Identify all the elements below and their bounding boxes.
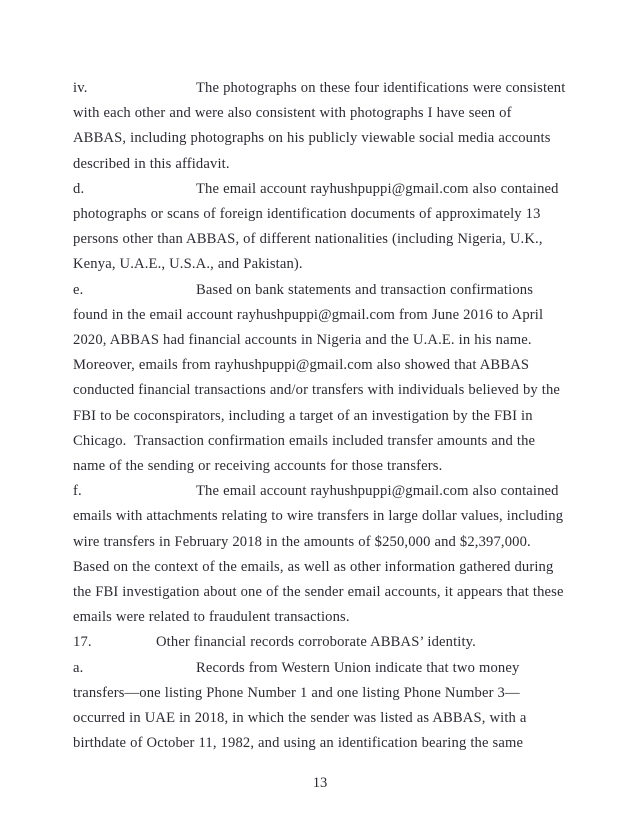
page-number: 13 <box>312 775 328 791</box>
paragraph-marker-e: e. <box>73 281 84 298</box>
paragraph-marker-a: a. <box>73 659 84 676</box>
paragraph-marker-f: f. <box>73 483 82 500</box>
paragraph-text-d: The email account rayhushpuppi@gmail.com also contained photographs or scans of foreign identification documents of approximately 13 persons other than ABBAS, of different nationalities (including Nigeria, U.K., Kenya, U.A.E., U.S.A., and Pakistan). <box>73 180 563 273</box>
paragraph-e <box>73 278 566 480</box>
paragraph-a <box>73 656 566 757</box>
paragraph-marker-iv: iv. <box>73 80 88 96</box>
paragraph-d <box>73 177 566 278</box>
paragraph-text-iv: The photographs on these four identifications were consistent with each other and were also consistent with photographs I have seen of ABBAS, including photographs on his publicly viewable social media accounts described in this affidavit. <box>73 80 570 172</box>
paragraph-17 <box>73 630 566 655</box>
paragraph-text-a: Records from Western Union indicate that two money transfers—one listing Phone Number 1 and one listing Phone Number 3—occurred in UAE in 2018, in which the sender was listed as ABBAS, with a birthdate of October 11, 1982, and using an identification bearing the same <box>73 659 531 752</box>
paragraph-marker-17: 17. <box>73 634 92 651</box>
paragraph-text-f: The email account rayhushpuppi@gmail.com also contained emails with attachments relating to wire transfers in large dollar values, including wire transfers in February 2018 in the amounts of $250,000 and $2,397,000. Based on the context of the emails, as well as other information gathered during the FBI investigation about one of the sender email accounts, it appears that these emails were related to fraudulent transactions. <box>73 483 568 626</box>
paragraph-text-e: Based on bank statements and transaction confirmations found in the email account rayhushpuppi@gmail.com from June 2016 to April 2020, ABBAS had financial accounts in Nigeria and the U.A.E. in his name. Moreover, emails from rayhushpuppi@gmail.com also showed that ABBAS conducted financial transactions and/or transfers with individuals believed by the FBI to be coconspirators, including a target of an investigation by the FBI in Chicago. Transaction confirmation emails included transfer amounts and the name of the sending or receiving accounts for those transfers. <box>73 281 564 475</box>
document-body <box>73 76 570 756</box>
paragraph-text-17: Other financial records corroborate ABBAS’ identity. <box>156 634 476 651</box>
paragraph-f <box>73 479 566 630</box>
paragraph-iv <box>73 76 570 177</box>
paragraph-marker-d: d. <box>73 180 85 197</box>
